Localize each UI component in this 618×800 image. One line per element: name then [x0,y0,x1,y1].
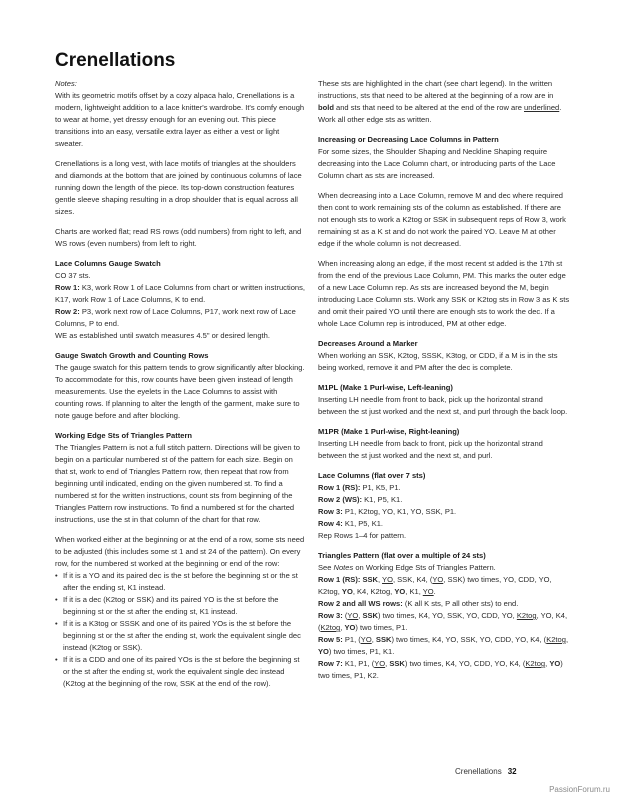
list-item: • If it is a CDD and one of its paired YOs is the st before the beginning st or the st after the ending st, work the equivalent single dec instead (K2tog at the beginning of the row, SSK at the end of the row). [55,654,307,690]
lace-row [318,482,570,494]
text-run: , [385,659,390,668]
text-run: ) two times, P1, K1. [328,647,395,656]
swatch-we-line: WE as established until swatch measures 4.5" or desired length. [55,331,270,340]
text-run: YO [360,635,372,644]
inc-dec-heading: Increasing or Decreasing Lace Columns in Pattern [318,135,499,144]
text-run: SSK [362,611,379,620]
intro-paragraph: Charts are worked flat; read RS rows (odd numbers) from right to left, and WS rows (even numbers) from left to right. [55,227,302,248]
text-run: , [565,635,569,644]
text-run: , [358,611,363,620]
lace-row [318,494,570,506]
row-label: Row 1 (RS): [318,483,361,492]
footer-section-title: Crenellations [455,767,502,776]
see-notes-line [318,562,570,574]
text-run: K2tog [320,623,341,632]
working-edge-heading: Working Edge Sts of Triangles Pattern [55,431,192,440]
working-edge-text: The Triangles Pattern is not a full stitch pattern. Directions will be given to begin on a particular numbered st of the pattern for each size. Begin on that st, work to end of Triangles Pattern row, then repeat that row from beginning until indicated, ending on the given numbered st. To find a numbered st for the written instructions, count sts from beginning of the Triangles Pattern row instructions. To find a numbered st for the charted instructions, use the st in that column of the chart for that row. [55,443,300,524]
text-run: YO [382,575,393,584]
triangles-rows [318,562,570,682]
text-run: and sts that need to be altered at the end of the row are [333,103,524,112]
text-run: K2tog [546,635,566,644]
list-item: • If it is a dec (K2tog or SSK) and its paired YO is the st before the beginning st or the st after the ending st, K1 instead. [55,594,307,618]
swatch-row-1 [55,282,307,306]
text-run: See [318,563,334,572]
row-text: P3, work next row of Lace Columns, P17, work next row of Lace Columns, P to end. [55,307,296,328]
underlined-word: underlined [524,103,560,112]
decreasing-text: When decreasing into a Lace Column, remove M and dec where required then cont to work remaining sts of the column as established. If there are not enough sts to work a K2tog or SSK in subsequent reps of Row 3, work remaining st as a K st and do not work the paired YO. Leave M at other edge if the whole column is not decreased. [318,191,566,248]
row-label: Row 1: [55,283,80,292]
text-run: K2tog [525,659,546,668]
row-text: K3, work Row 1 of Lace Columns from chart or written instructions, K17, work Row 1 of Lace Columns, K to end. [55,283,305,304]
bold-word: bold [318,103,334,112]
list-item: • If it is a K3tog or SSSK and one of its paired YOs is the st before the beginning st or the st after the ending st, work the equivalent single dec instead (K2tog or SSK). [55,618,307,654]
triangles-row-1 [318,574,570,598]
text-run: YO [347,611,359,620]
triangles-row-2 [318,598,570,610]
text-run: YO [318,647,329,656]
row-text: (K all K sts, P all other sts) to end. [402,599,519,608]
gauge-swatch-instructions [55,270,307,342]
inc-dec-text: For some sizes, the Shoulder Shaping and Neckline Shaping require decreasing into the Lace Column chart, or introducing parts of the Lace Column chart as sts are increased. [318,147,556,180]
text-run: ) two times, K4, YO, SSK, YO, CDD, YO, [378,611,517,620]
row-text: P1, K5, P1. [360,483,401,492]
edge-rules-list [55,570,307,690]
text-run: YO [422,587,434,596]
text-run: YO [344,623,356,632]
text-run: SSK [375,635,392,644]
text-run: , SSK) two times, YO, CDD, YO, K2tog, [318,575,552,596]
cast-on-line: CO 37 sts. [55,271,91,280]
lace-row [318,506,570,518]
text-run: , [545,659,550,668]
lace-row [318,518,570,530]
text-run: ( [342,611,348,620]
text-run: ) two times, K4, YO, CDD, YO, K4, ( [404,659,526,668]
left-column [55,78,307,690]
text-run: SSK [360,575,378,584]
marker-heading: Decreases Around a Marker [318,339,418,348]
working-edge-text-2: When worked either at the beginning or at the end of a row, some sts need to be adjusted (this includes some st 1 and st 24 of the pattern). On every row, for the numbered st worked at the beginning or end of the row: [55,535,305,568]
m1pl-text: Inserting LH needle from front to back, pick up the horizontal strand between the st just worked and the next st, and purl through the back loop. [318,395,568,416]
watermark: PassionForum.ru [549,785,610,794]
text-run: ) two times, P1, K2. [318,659,563,680]
page-footer [455,767,517,776]
row-label: Row 3: [318,507,343,516]
text-run: . [433,587,436,596]
intro-paragraph: Crenellations is a long vest, with lace motifs of triangles at the shoulders and diamonds at the bottom that are joined by continuous columns of lace running down the length of the piece. Its top-down construction features gentle sleeve shaping resulting in a drop shoulder that is equal across all sizes. [55,159,302,216]
text-run: K2tog [516,611,537,620]
page-number: 32 [507,767,517,776]
notes-ref: Notes [333,563,354,572]
row-label: Row 1 (RS): [318,575,361,584]
m1pr-text: Inserting LH needle from back to front, pick up the horizontal strand between the st just worked and the next st, and purl. [318,439,543,460]
notes-label: Notes: [55,79,77,88]
lace-columns-rows [318,482,570,542]
right-column [318,78,570,690]
triangles-row-3 [318,610,570,634]
m1pr-heading: M1PR (Make 1 Purl-wise, Right-leaning) [318,427,460,436]
gauge-growth-heading: Gauge Swatch Growth and Counting Rows [55,351,209,360]
text-run: These sts are highlighted in the chart (see chart legend). In the written instructions, sts that need to be altered at the beginning of a row are in [318,79,554,100]
text-run: , K1, [405,587,423,596]
triangles-heading: Triangles Pattern (flat over a multiple of 24 sts) [318,551,486,560]
text-run: K1, P1, ( [342,659,375,668]
triangles-row-5 [318,634,570,658]
text-run: , [377,575,383,584]
increasing-text: When increasing along an edge, if the most recent st added is the 17th st from the end of the previous Lace Column, PM. This marks the outer edge of a new Lace Column rep. As sts are increased beyond the M, begin introducing Lace Column sts. Work any SSK or K2tog sts in Row 3 as K sts and omit their paired YO until there are enough sts to work the dec. If a whole Lace Column rep is introduced, PM at other edge. [318,259,570,328]
text-run: P1, ( [342,635,361,644]
text-run: YO [374,659,386,668]
row-label: Row 5: [318,635,343,644]
row-label: Row 2: [55,307,80,316]
list-item: • If it is a YO and its paired dec is the st before the beginning st or the st after the ending st, K1 instead. [55,570,307,594]
gauge-growth-text: The gauge swatch for this pattern tends to grow significantly after blocking. To accommodate for this, row counts have been given instead of length measurements. Use the eyelets in the Lace Columns to assist with counting rows. If planning to alter the length of the garment, make sure to note gauge before and after blocking. [55,363,305,420]
text-run: , YO, K4, ( [318,611,568,632]
edge-highlight-paragraph [318,78,570,126]
row-label: Row 3: [318,611,343,620]
row-label: Row 2 and all WS rows: [318,599,403,608]
text-run: , [340,623,345,632]
row-text: K1, P5, K1. [342,519,384,528]
row-label: Row 2 (WS): [318,495,363,504]
intro-paragraph: With its geometric motifs offset by a cozy alpaca halo, Crenellations is a modern, lightweight addition to a lace knitter's wardrobe. It's comfy enough to wear at home, yet dressy enough for an evening out. This piece transitions into an easy, versatile extra layer as either a vest or light sweater. [55,91,305,148]
row-label: Row 4: [318,519,343,528]
row-text: K1, P5, K1. [362,495,403,504]
text-run: , K4, K2tog, [352,587,395,596]
text-run: ) two times, P1. [355,623,408,632]
text-run: , [371,635,376,644]
text-run: SSK [389,659,405,668]
text-run: ) two times, K4, YO, SSK, YO, CDD, YO, K4, ( [391,635,547,644]
m1pl-heading: M1PL (Make 1 Purl-wise, Left-leaning) [318,383,453,392]
marker-text: When working an SSK, K2tog, SSSK, K3tog, or CDD, if a M is in the sts being worked, remove it and PM after the dec is complete. [318,351,558,372]
lace-columns-heading: Lace Columns (flat over 7 sts) [318,471,426,480]
text-run: YO [394,587,406,596]
text-run: YO [549,659,561,668]
text-run: YO [341,587,353,596]
row-text: P1, K2tog, YO, K1, YO, SSK, P1. [342,507,457,516]
text-run: YO [432,575,444,584]
rep-rows-line: Rep Rows 1–4 for pattern. [318,531,407,540]
gauge-swatch-heading: Lace Columns Gauge Swatch [55,259,161,268]
triangles-row-7 [318,658,570,682]
swatch-row-2 [55,306,307,330]
text-run: , SSK, K4, ( [392,575,433,584]
row-label: Row 7: [318,659,343,668]
page-title: Crenellations [55,50,176,71]
text-run: on Working Edge Sts of Triangles Pattern. [353,563,496,572]
text-run: . Work all other edge sts as written. [318,103,562,124]
